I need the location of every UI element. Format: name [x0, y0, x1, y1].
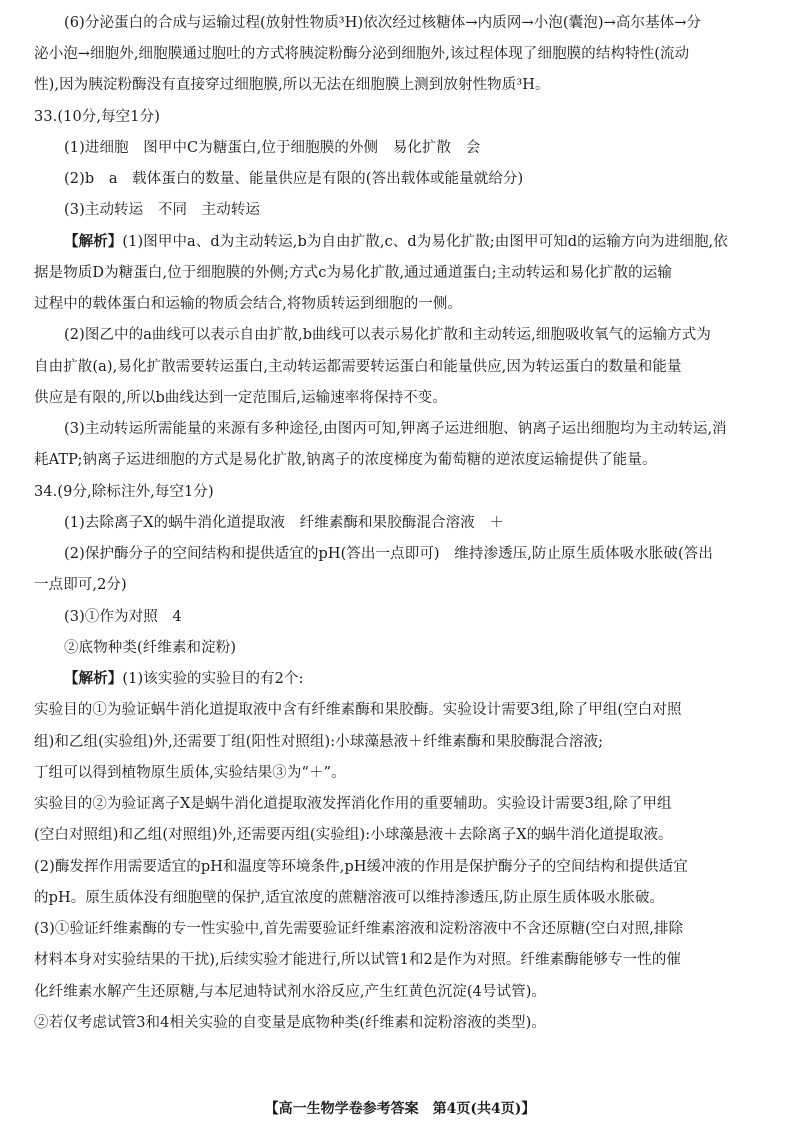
text-line: 供应是有限的,所以b曲线达到一定范围后,运输速率将保持不变。	[34, 390, 447, 406]
analysis-text: (1)该实验的实验目的有2个:	[122, 671, 304, 687]
text-line: 组)和乙组(实验组)外,还需要丁组(阳性对照组):小球藻悬液＋纤维素酶和果胶酶混合溶液;	[34, 734, 604, 750]
analysis-line	[64, 232, 728, 252]
page-footer: 【高一生物学卷参考答案 第4页(共4页)】	[264, 1101, 536, 1117]
text-line: (2)b a 载体蛋白的数量、能量供应是有限的(答出载体或能量就给分)	[64, 171, 524, 187]
text-line: 泌小泡→细胞外,细胞膜通过胞吐的方式将胰淀粉酶分泌到细胞外,该过程体现了细胞膜的结构特性(流动	[34, 46, 690, 62]
text-line: (2)图乙中的a曲线可以表示自由扩散,b曲线可以表示易化扩散和主动转运,细胞吸收氧气的运输方式为	[64, 327, 711, 343]
text-line: 化纤维素水解产生还原糖,与本尼迪特试剂水浴反应,产生红黄色沉淀(4号试管)。	[34, 984, 547, 1000]
text-line: 的pH。原生质体没有细胞壁的保护,适宜浓度的蔗糖溶液可以维持渗透压,防止原生质体吸水胀破。	[34, 890, 665, 906]
analysis-line	[64, 669, 304, 689]
text-line: 丁组可以得到植物原生质体,实验结果③为“＋”。	[34, 765, 346, 781]
question-33-header: 33.(10分,每空1分)	[34, 109, 160, 125]
text-line: 一点即可,2分)	[34, 577, 127, 593]
text-line: ②底物种类(纤维素和淀粉)	[64, 640, 237, 656]
text-line: (2)保护酶分子的空间结构和提供适宜的pH(答出一点即可) 维持渗透压,防止原生质体吸水胀破(答出	[64, 546, 713, 562]
text-line: (3)主动转运 不同 主动转运	[64, 202, 261, 218]
text-line: 材料本身对实验结果的干扰),后续实验才能进行,所以试管1和2是作为对照。纤维素酶能够专一性的催	[34, 952, 682, 968]
text-line: (2)酶发挥作用需要适宜的pH和温度等环境条件,pH缓冲液的作用是保护酶分子的空间结构和提供适宜	[34, 859, 688, 875]
text-line: (3)主动转运所需能量的来源有多种途径,由图丙可知,钾离子运进细胞、钠离子运出细胞均为主动转运,消	[64, 421, 727, 437]
text-line: 过程中的载体蛋白和运输的物质会结合,将物质转运到细胞的一侧。	[34, 296, 463, 312]
text-line: 据是物质D为糖蛋白,位于细胞膜的外侧;方式c为易化扩散,通过通道蛋白;主动转运和易化扩散的运输	[34, 265, 672, 281]
text-line: 实验目的②为验证离子X是蜗牛消化道提取液发挥消化作用的重要辅助。实验设计需要3组,除了甲组	[34, 796, 672, 812]
analysis-tag: 【解析】	[64, 670, 123, 687]
text-line: 自由扩散(a),易化扩散需要转运蛋白,主动转运都需要转运蛋白和能量供应,因为转运蛋白的数量和能量	[34, 359, 682, 375]
analysis-tag: 【解析】	[64, 233, 123, 250]
text-line: 实验目的①为验证蜗牛消化道提取液中含有纤维素酶和果胶酶。实验设计需要3组,除了甲组(空白对照	[34, 702, 682, 718]
text-line: (3)①验证纤维素酶的专一性实验中,首先需要验证纤维素溶液和淀粉溶液中不含还原糖(空白对照,排除	[34, 921, 684, 937]
text-line: (1)去除离子X的蜗牛消化道提取液 纤维素酶和果胶酶混合溶液 ＋	[64, 515, 505, 531]
text-line: (1)进细胞 图甲中C为糖蛋白,位于细胞膜的外侧 易化扩散 会	[64, 140, 481, 156]
text-line: (6)分泌蛋白的合成与运输过程(放射性物质³H)依次经过核糖体→内质网→小泡(囊泡)→高尔基体→分	[64, 15, 702, 31]
analysis-text: (1)图甲中a、d为主动转运,b为自由扩散,c、d为易化扩散;由图甲可知d的运输方向为进细胞,依	[122, 234, 728, 250]
text-line: 性),因为胰淀粉酶没有直接穿过细胞膜,所以无法在细胞膜上测到放射性物质³H。	[34, 77, 550, 93]
text-line: (3)①作为对照 4	[64, 609, 182, 625]
question-34-header: 34.(9分,除标注外,每空1分)	[34, 484, 214, 500]
text-line: ②若仅考虑试管3和4相关实验的自变量是底物种类(纤维素和淀粉溶液的类型)。	[34, 1015, 546, 1031]
text-line: 耗ATP;钠离子运进细胞的方式是易化扩散,钠离子的浓度梯度为葡萄糖的逆浓度运输提供了能量。	[34, 452, 657, 468]
text-line: (空白对照组)和乙组(对照组)外,还需要丙组(实验组):小球藻悬液＋去除离子X的蜗牛消化道提取液。	[34, 827, 673, 843]
